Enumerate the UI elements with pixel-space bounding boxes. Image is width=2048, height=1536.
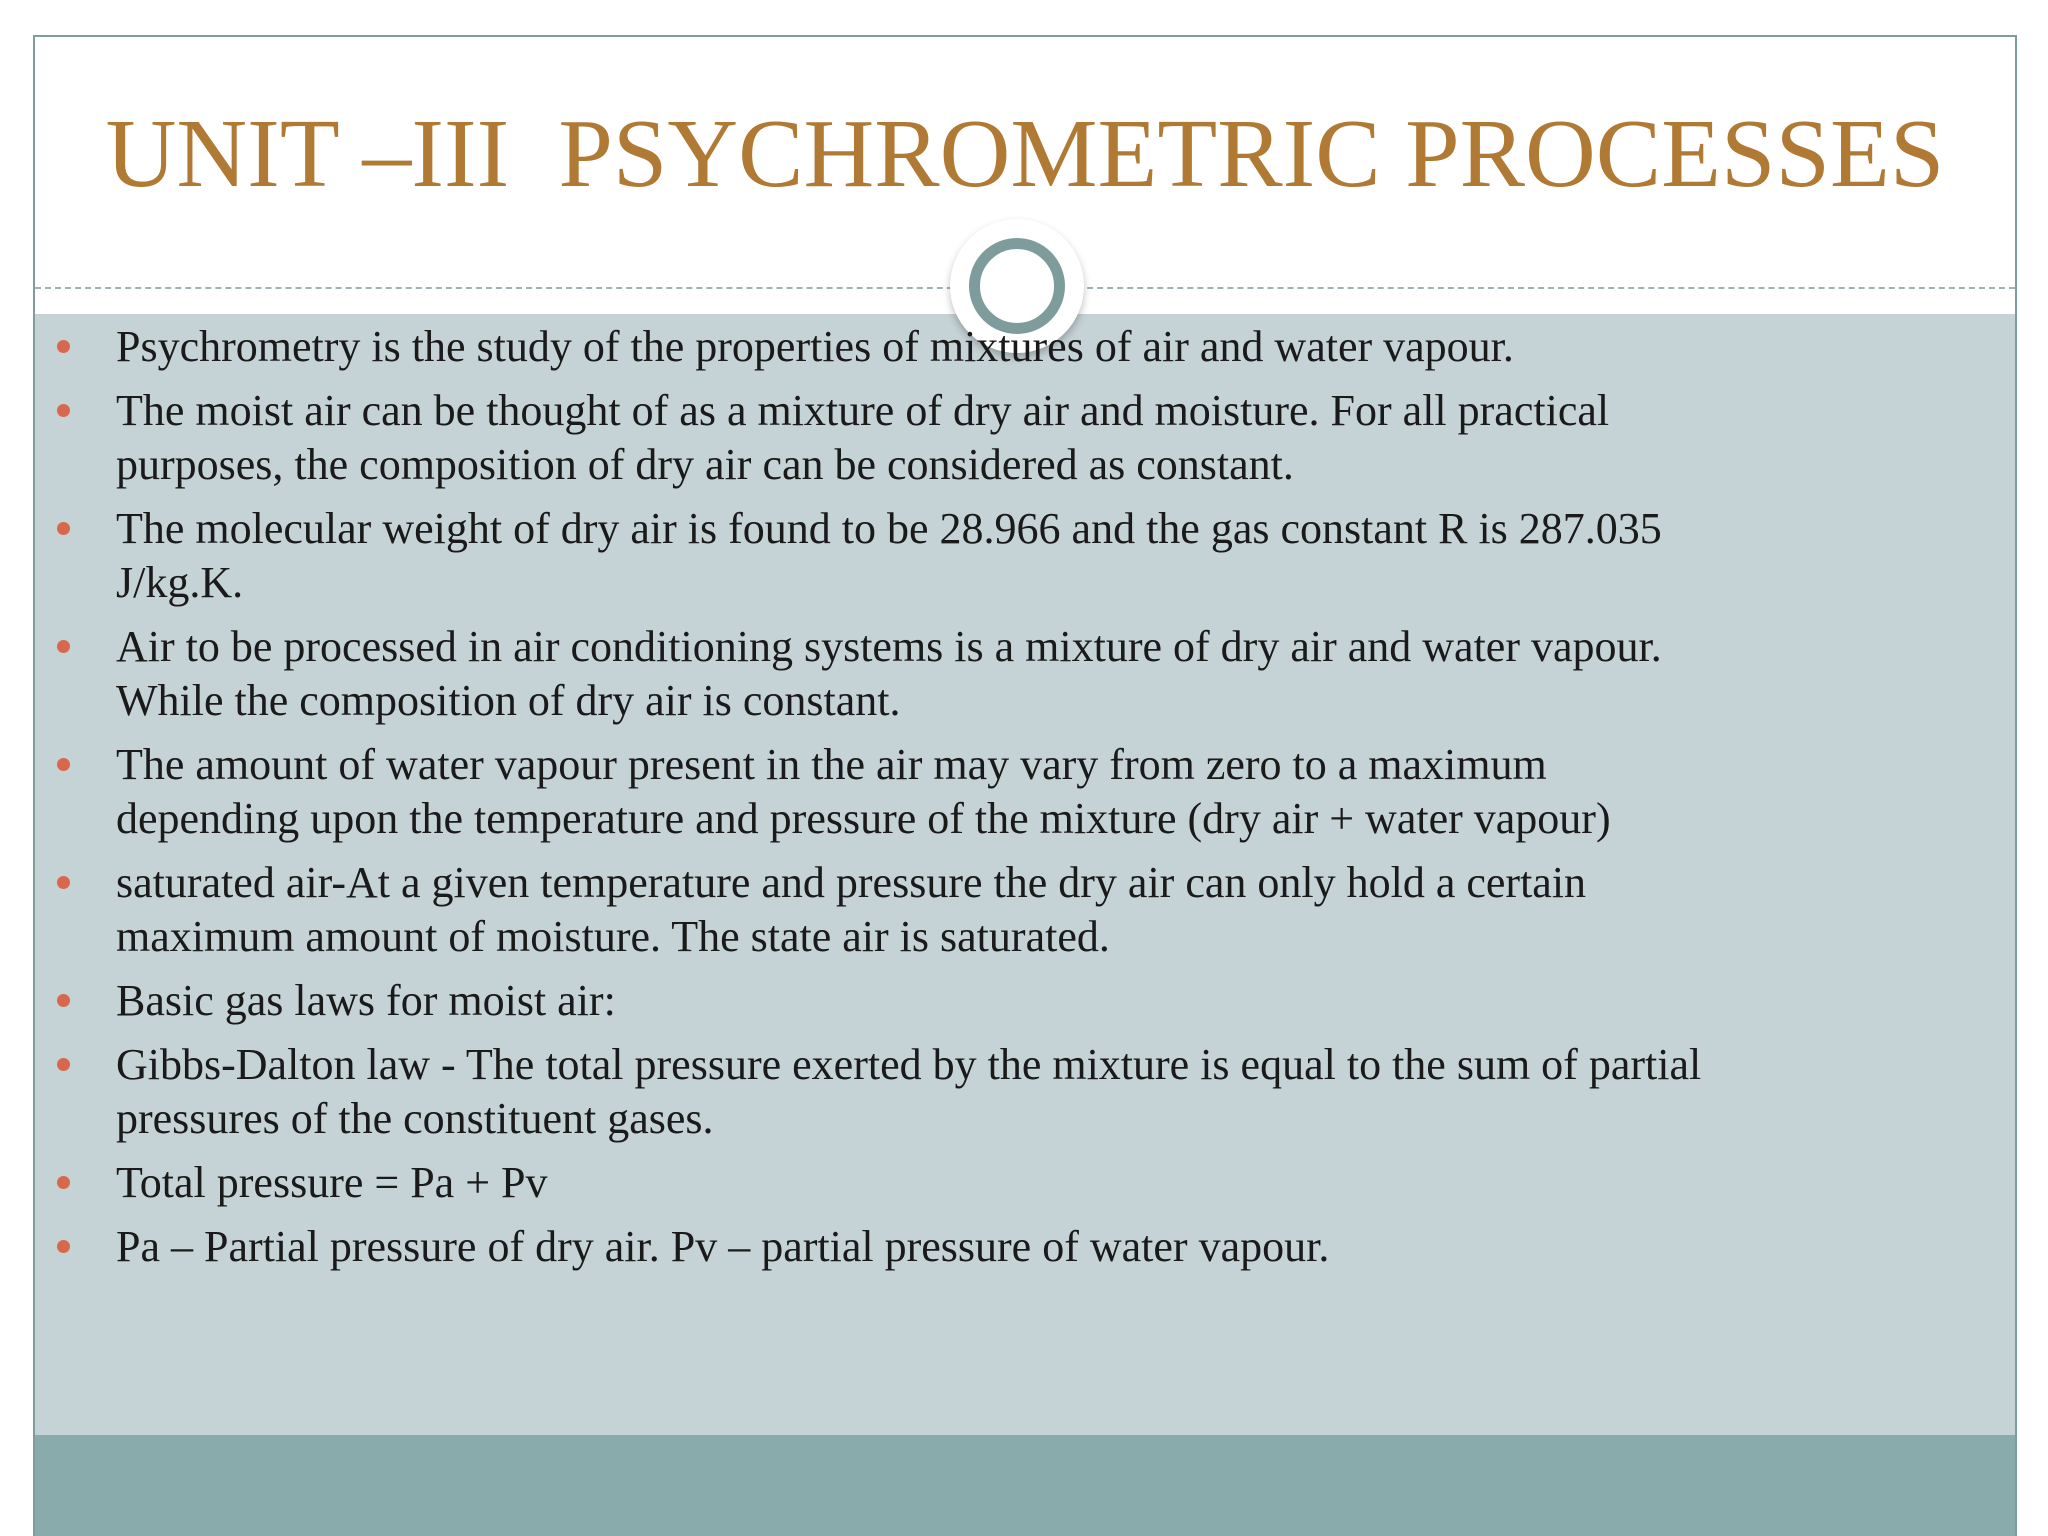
bullet-list: [0, 320, 2048, 1284]
bullet-item: [0, 1038, 2048, 1146]
bullet-item: [0, 1156, 2048, 1210]
bullet-item: [0, 738, 2048, 846]
bullet-dot-icon: [57, 404, 70, 417]
bullet-text: Air to be processed in air conditioning systems is a mixture of dry air and water vapour. While the composition of dry air is constant.: [116, 622, 1662, 725]
bullet-text: The moist air can be thought of as a mixture of dry air and moisture. For all practical purposes, the composition of dry air can be considered as constant.: [116, 386, 1610, 489]
bullet-text: Psychrometry is the study of the properties of mixtures of air and water vapour.: [116, 322, 1514, 371]
bullet-item: [0, 620, 2048, 728]
slide-title: UNIT –III PSYCHROMETRIC PROCESSES: [105, 100, 1945, 208]
footer-band: [35, 1435, 2015, 1536]
bullet-item: [0, 974, 2048, 1028]
bullet-text: Total pressure = Pa + Pv: [116, 1158, 548, 1207]
bullet-dot-icon: [57, 640, 70, 653]
bullet-dot-icon: [57, 340, 70, 353]
bullet-item: [0, 1220, 2048, 1274]
bullet-text: The molecular weight of dry air is found to be 28.966 and the gas constant R is 287.035 J/kg.K.: [116, 504, 1662, 607]
bullet-text: The amount of water vapour present in the air may vary from zero to a maximum depending upon the temperature and pressure of the mixture (dry air + water vapour): [116, 740, 1611, 843]
bullet-text: saturated air-At a given temperature and pressure the dry air can only hold a certain maximum amount of moisture. The state air is saturated.: [116, 858, 1587, 961]
bullet-item: [0, 502, 2048, 610]
bullet-text: Pa – Partial pressure of dry air. Pv – partial pressure of water vapour.: [116, 1222, 1330, 1271]
bullet-item: [0, 384, 2048, 492]
bullet-item: [0, 320, 2048, 374]
bullet-text: Gibbs-Dalton law - The total pressure exerted by the mixture is equal to the sum of partial pressures of the constituent gases.: [116, 1040, 1702, 1143]
bullet-dot-icon: [57, 876, 70, 889]
bullet-dot-icon: [57, 522, 70, 535]
bullet-dot-icon: [57, 758, 70, 771]
bullet-text: Basic gas laws for moist air:: [116, 976, 616, 1025]
bullet-dot-icon: [57, 1240, 70, 1253]
bullet-dot-icon: [57, 1176, 70, 1189]
bullet-dot-icon: [57, 1058, 70, 1071]
bullet-dot-icon: [57, 994, 70, 1007]
bullet-item: [0, 856, 2048, 964]
